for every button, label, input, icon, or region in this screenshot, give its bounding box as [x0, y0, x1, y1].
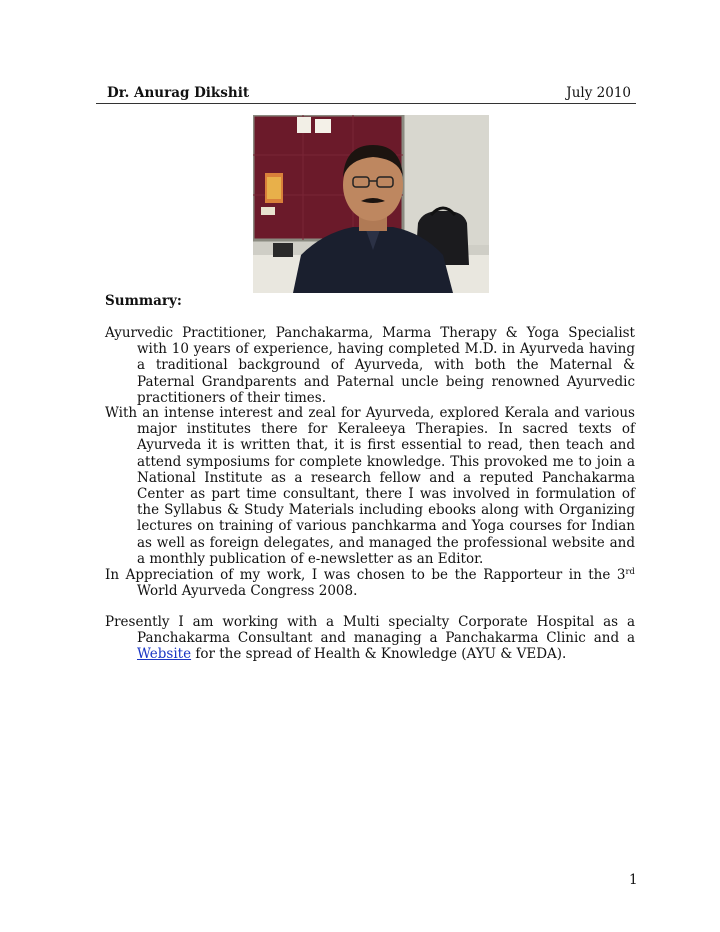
- website-link[interactable]: Website: [137, 646, 192, 663]
- header-rule: [96, 103, 636, 104]
- page-number: 1: [629, 872, 638, 888]
- portrait-illustration: [253, 115, 489, 293]
- summary-paragraph-1: Ayurvedic Practitioner, Panchakarma, Marma Therapy & Yoga Specialist with 10 years of experience, having completed M.D. in Ayurveda having a traditional background of Ayurveda, with both the Maternal & Paternal Grandparents and Paternal uncle being renowned Ayurvedic practitioners of their times.: [105, 325, 635, 406]
- ordinal-superscript: rd: [625, 567, 635, 577]
- page-header: [105, 85, 633, 105]
- paragraph-3-text-end: World Ayurveda Congress 2008.: [137, 583, 358, 600]
- header-date: July 2010: [566, 85, 631, 101]
- summary-paragraph-3: [105, 567, 635, 599]
- summary-paragraph-4: [105, 614, 635, 663]
- author-name: Dr. Anurag Dikshit: [107, 85, 250, 101]
- portrait-photo: [253, 115, 489, 293]
- summary-heading: Summary:: [105, 293, 182, 309]
- paragraph-4-text-start: Presently I am working with a Multi specialty Corporate Hospital as a Panchakarma Consultant and managing a Panchakarma Clinic and a: [105, 614, 635, 647]
- paragraph-3-text-start: In Appreciation of my work, I was chosen to be the Rapporteur in the 3: [105, 567, 626, 583]
- paragraph-4-text-end: for the spread of Health & Knowledge (AYU & VEDA).: [191, 646, 567, 663]
- summary-paragraph-2: With an intense interest and zeal for Ayurveda, explored Kerala and various major institutes there for Keraleeya Therapies. In sacred texts of Ayurveda it is written that, it is first essential to read, then teach and attend symposiums for complete knowledge. This provoked me to join a National Institute as a research fellow and a reputed Panchakarma Center as part time consultant, there I was involved in formulation of the Syllabus & Study Materials including ebooks along with Organizing lectures on training of various panchkarma and Yoga courses for Indian as well as foreign delegates, and managed the professional website and a monthly publication of e-newsletter as an Editor.: [105, 405, 635, 567]
